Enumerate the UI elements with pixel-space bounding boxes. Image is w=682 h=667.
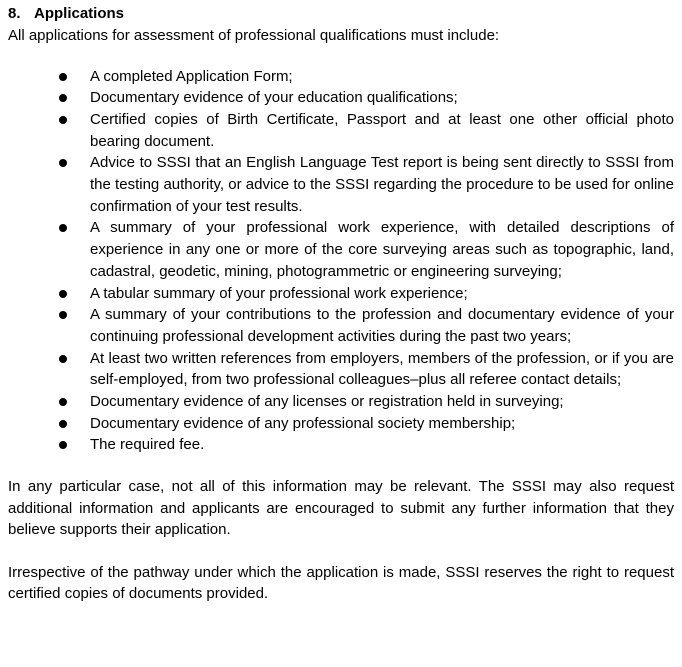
list-item-text: The required fee. — [90, 436, 205, 454]
list-item-text: Advice to SSSI that an English Language Test report is being sent directly to SSSI from the testing authority, or advice to the SSSI regarding the procedure to be used for online confirmation of your test results. — [90, 154, 674, 215]
bullet-icon — [59, 290, 67, 298]
list-item — [8, 304, 674, 347]
list-item — [8, 217, 674, 282]
list-item-text: A tabular summary of your professional work experience; — [90, 284, 468, 302]
list-item-text: At least two written references from employers, members of the profession, or if you are self-employed, from two professional colleagues–plus all referee contact details; — [90, 349, 674, 389]
bullet-icon — [59, 311, 67, 319]
list-item-text: A summary of your professional work experience, with detailed descriptions of experience in any one or more of the core surveying areas such as topographic, land, cadastral, geodetic, mining, photogrammetric or engineering surveying; — [90, 219, 674, 280]
section-title: Applications — [34, 5, 125, 22]
list-item — [8, 413, 674, 435]
list-item — [8, 87, 674, 109]
bullet-icon — [59, 73, 67, 81]
list-item-text: A summary of your contributions to the profession and documentary evidence of your continuing professional development activities during the past two years; — [90, 306, 674, 345]
list-item-text: Documentary evidence of any licenses or registration held in surveying; — [90, 393, 564, 411]
section-intro: All applications for assessment of professional qualifications must include: — [8, 27, 500, 44]
list-item — [8, 152, 674, 217]
section-number: 8. — [8, 5, 21, 22]
list-item — [8, 348, 674, 391]
list-item — [8, 66, 674, 88]
list-item-text: A completed Application Form; — [90, 67, 293, 85]
list-item — [8, 109, 674, 152]
requirements-list — [8, 66, 674, 457]
bullet-icon — [59, 355, 67, 363]
bullet-icon — [59, 420, 67, 428]
bullet-icon — [59, 441, 67, 449]
list-item — [8, 391, 674, 413]
bullet-icon — [59, 94, 67, 102]
bullet-icon — [59, 116, 67, 124]
rights-paragraph: Irrespective of the pathway under which the application is made, SSSI reserves the right to request certified copies of documents provided. — [8, 563, 674, 603]
bullet-icon — [59, 398, 67, 406]
list-item — [8, 283, 674, 305]
section-heading — [8, 3, 674, 24]
bullet-icon — [59, 224, 67, 232]
list-item-text: Documentary evidence of any professional society membership; — [90, 414, 516, 432]
relevance-paragraph: In any particular case, not all of this information may be relevant. The SSSI may also request additional information and applicants are encouraged to submit any further information that they believe supports their application. — [8, 478, 674, 539]
list-item-text: Documentary evidence of your education qualifications; — [90, 89, 458, 107]
list-item — [8, 434, 674, 456]
list-item-text: Certified copies of Birth Certificate, Passport and at least one other official photo bearing document. — [90, 110, 674, 150]
bullet-icon — [59, 159, 67, 167]
